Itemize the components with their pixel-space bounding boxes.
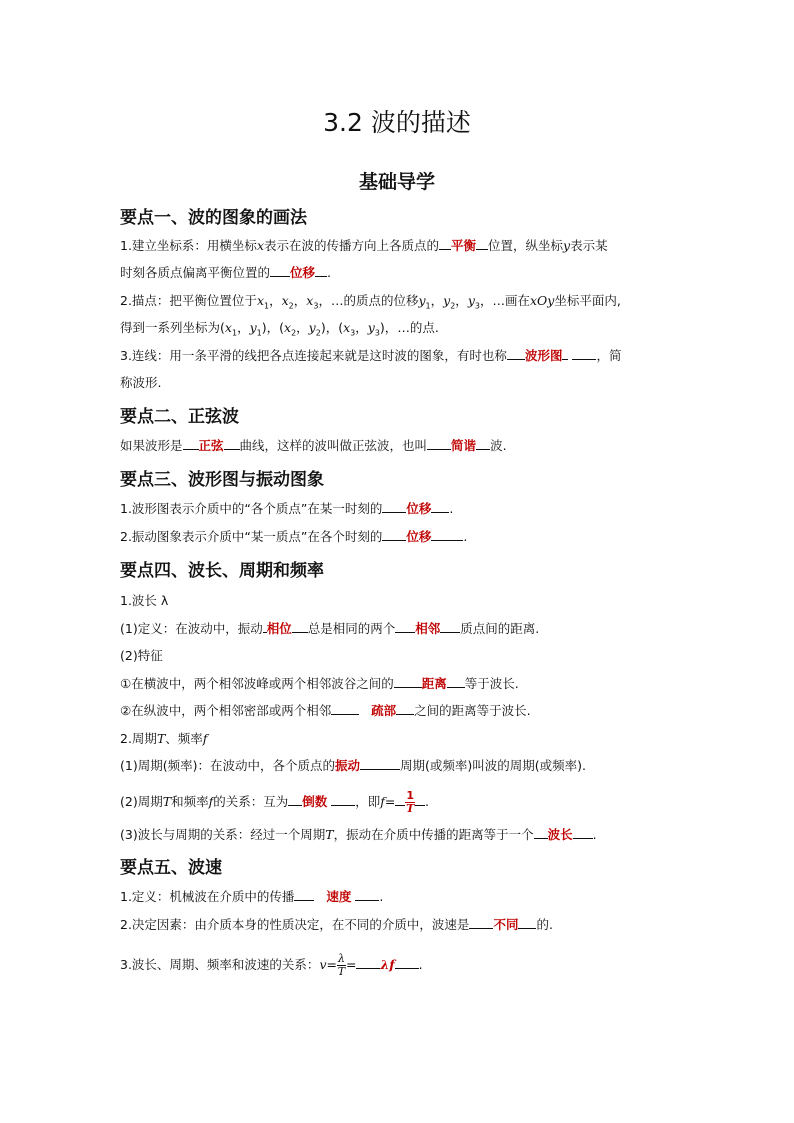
answer-weiyi: 位移 [290, 265, 316, 280]
s5-line-2: 2.决定因素：由介质本身的性质决定，在不同的介质中，波速是 不同 的. [120, 917, 553, 932]
s3-line-1: 1.波形图表示介质中的“各个质点”在某一时刻的 位移 . [120, 501, 454, 516]
answer-pingheng: 平衡 [451, 238, 477, 253]
answer-daoshu: 倒数 [302, 794, 328, 809]
answer-shubu: 疏部 [371, 703, 397, 718]
s4-line-9: (3)波长与周期的关系：经过一个周期T，振动在介质中传播的距离等于一个 波长 . [120, 827, 597, 842]
s3-line-2: 2.振动图象表示介质中“某一质点”在各个时刻的 位移 . [120, 529, 468, 544]
answer-sudu: 速度 [326, 889, 352, 904]
section-2-heading: 要点二、正弦波 [120, 407, 239, 427]
s1-line-5: 3.连线：用一条平滑的线把各点连接起来就是这时波的图象，有时也称 波形图 ，简 [120, 348, 622, 363]
s4-line-6: 2.周期T、频率f [120, 731, 208, 746]
s4-line-8: (2)周期T和频率f的关系：互为 倒数 ，即f= $\frac{1}{T}$ . [120, 789, 430, 815]
answer-zhengxian: 正弦 [198, 438, 224, 453]
answer-bochang: 波长 [547, 827, 573, 842]
section-5-heading: 要点五、波速 [120, 858, 222, 878]
s4-line-5: ②在纵波中，两个相邻密部或两个相邻 疏部 之间的距离等于波长. [120, 703, 531, 718]
page-title: 3.2 波的描述 [323, 108, 471, 137]
answer-xiangwei: 相位 [266, 621, 292, 636]
answer-jianxie: 简谐 [451, 438, 477, 453]
s4-line-2: (1)定义：在波动中，振动 相位 总是相同的两个 相邻 质点间的距离. [120, 621, 540, 636]
s1-line-6: 称波形. [120, 375, 162, 390]
answer-boxingtu: 波形图 [524, 348, 563, 363]
section-1-heading: 要点一、波的图象的画法 [120, 208, 307, 228]
s1-line-4: 得到一系列坐标为($x_1$，$y_1$)，($x_2$，$y_2$)，($x_3$，$y_3$)，…的点. [120, 320, 439, 338]
answer-weiyi-3: 位移 [406, 529, 432, 544]
s1-line-3: 2.描点：把平衡位置位于$x_1$，$x_2$，$x_3$，…的质点的位移$y_1$，$y_2$，$y_3$，…画在xOy坐标平面内, [120, 293, 621, 311]
s1-line-1: 1.建立坐标系：用横坐标x表示在波的传播方向上各质点的 平衡 位置，纵坐标y表示某 [120, 238, 608, 253]
section-4-heading: 要点四、波长、周期和频率 [120, 561, 324, 581]
s4-line-7: (1)周期(频率)：在波动中，各个质点的振动 周期(或频率)叫波的周期(或频率). [120, 758, 586, 773]
answer-zhendong: 振动 [334, 758, 360, 773]
s5-line-3: 3.波长、周期、频率和波速的关系：v= $\frac{\lambda}{T}$ = λf . [120, 952, 423, 978]
answer-fraction-1-over-T: $\frac{1}{T}$ [406, 789, 415, 815]
answer-lambda-f: λf [380, 957, 395, 972]
s5-line-1: 1.定义：机械波在介质中的传播 速度 . [120, 889, 384, 904]
answer-weiyi-2: 位移 [406, 501, 432, 516]
page-subtitle: 基础导学 [358, 171, 435, 193]
answer-juli: 距离 [421, 676, 447, 691]
answer-butong: 不同 [493, 917, 519, 932]
section-3-heading: 要点三、波形图与振动图象 [120, 470, 324, 490]
answer-xianglin: 相邻 [415, 621, 441, 636]
s4-line-3: (2)特征 [120, 648, 163, 663]
s4-line-1: 1.波长 λ [120, 593, 169, 608]
s2-line-1: 如果波形是 正弦 曲线，这样的波叫做正弦波，也叫 简谐 波. [120, 438, 507, 453]
s4-line-4: ①在横波中，两个相邻波峰或两个相邻波谷之间的 距离 等于波长. [120, 676, 519, 691]
s1-line-2: 时刻各质点偏离平衡位置的 位移 . [120, 265, 332, 280]
